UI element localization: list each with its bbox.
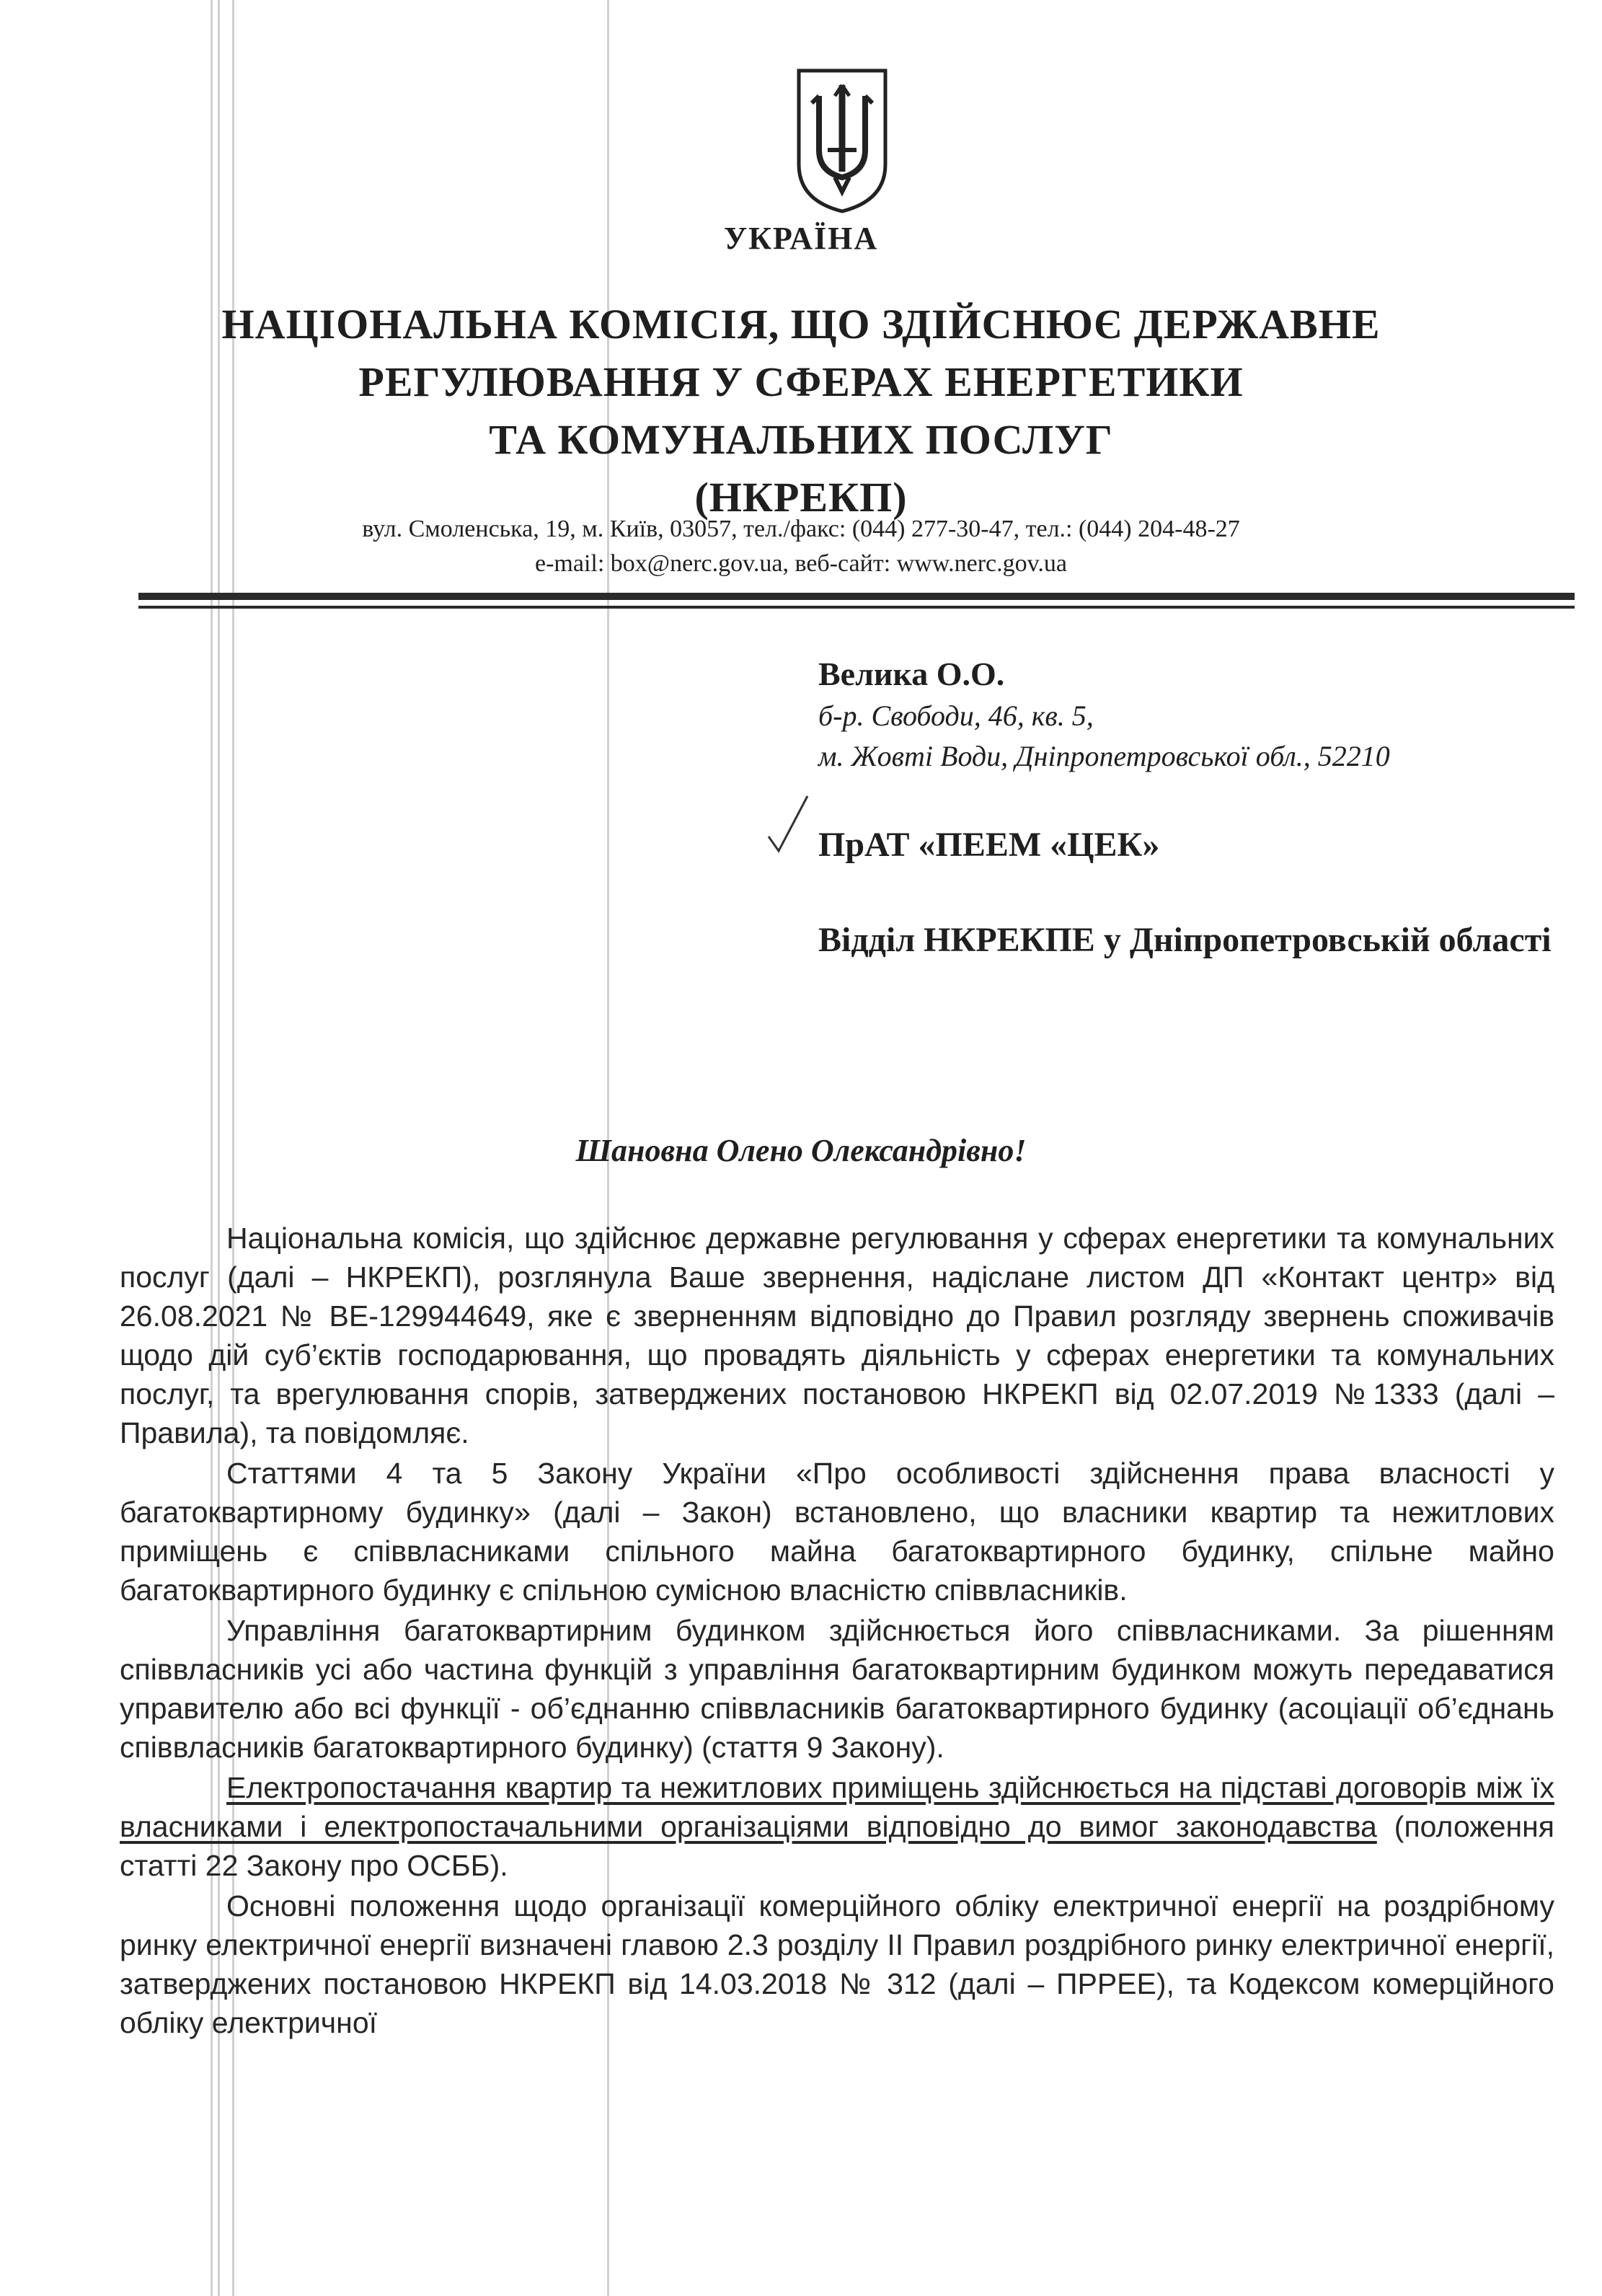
- addressee-block: [818, 653, 1554, 777]
- paragraph-rest: (положення статті 22 Закону про ОСББ).: [120, 1810, 1554, 1882]
- letter-paragraph: Національна комісія, що здійснює державне регулювання у сферах енергетики та комунальних послуг (далі – НКРЕКП), розглянула Ваше звернення, надіслане листом ДП «Контакт центр» від 26.08.2021 № ВЕ-129944649, яке є зверненням відповідно до Правил розгляду звернень споживачів щодо дій суб’єктів господарювання, що провадять діяльність у сферах енергетики та комунальних послуг, та врегулювання спорів, затверджених постановою НКРЕКП від 02.07.2019 №1333 (далі – Правила), та повідомляє.: [120, 1222, 1554, 1449]
- org-abbreviation: (НКРЕКП): [694, 474, 908, 521]
- letter-paragraph: Управління багатоквартирним будинком здійснюється його співвласниками. За рішенням співвласників усі або частина функцій з управління багатоквартирним будинком можуть передаватися управителю або всі функції - об’єднанню співвласників багатоквартирного будинку (асоціації об’єднань співвласників багатоквартирного будинку) (стаття 9 Закону).: [120, 1614, 1554, 1764]
- recipient-company: ПрАТ «ПЕЕМ «ЦЕК»: [818, 826, 1160, 864]
- letter-paragraph: [120, 1768, 1554, 1885]
- header-divider-thick: [138, 593, 1575, 600]
- letter-paragraph: Статтями 4 та 5 Закону України «Про особливості здійснення права власності у багатоквартирному будинку» (далі – Закон) встановлено, що власники квартир та нежитлових приміщень є співвласниками спільного майна багатоквартирного будинку, спільне майно багатоквартирного будинку є спільною сумісною власністю співвласників.: [120, 1457, 1554, 1607]
- email-website-line: e-mail: box@nerc.gov.ua, веб-сайт: www.nerc.gov.ua: [535, 550, 1067, 577]
- letter-body: [120, 1219, 1554, 2044]
- underlined-text: Електропостачання квартир та нежитлових приміщень здійснюється на підставі договорів між їх власниками і електропостачальними організаціями відповідно до вимог законодавства: [120, 1771, 1554, 1843]
- address-phone-line: вул. Смоленська, 19, м. Київ, 03057, тел./факс: (044) 277-30-47, тел.: (044) 204-48-27: [362, 516, 1240, 542]
- recipient-department: Відділ НКРЕКПЕ у Дніпропетровській області: [818, 921, 1552, 959]
- trident-coat-of-arms-icon: [784, 63, 900, 215]
- addressee-address-line: м. Жовті Води, Дніпропетровської обл., 52210: [818, 740, 1390, 772]
- contact-block: [0, 512, 1602, 581]
- letter-paragraph: Основні положення щодо організації комерційного обліку електричної енергії на роздрібному ринку електричної енергії визначені главою 2.3 розділу ІІ Правил роздрібного ринку електричної енергії, затверджених постановою НКРЕКП від 14.03.2018 № 312 (далі – ПРРЕЕ), та Кодексом комерційного обліку електричної: [120, 1889, 1554, 2039]
- letter-greeting: Шановна Олено Олександрівно!: [575, 1133, 1027, 1168]
- org-title-line: РЕГУЛЮВАННЯ У СФЕРАХ ЕНЕРГЕТИКИ: [358, 358, 1244, 405]
- country-name: УКРАЇНА: [723, 221, 879, 256]
- org-title-line: ТА КОМУНАЛЬНИХ ПОСЛУГ: [489, 416, 1113, 463]
- checkmark-icon: [763, 792, 813, 857]
- header-divider-thin: [138, 606, 1575, 609]
- org-title-line: НАЦІОНАЛЬНА КОМІСІЯ, ЩО ЗДІЙСНЮЄ ДЕРЖАВНЕ: [221, 301, 1381, 348]
- organization-title: [0, 296, 1602, 526]
- addressee-address-line: б-р. Свободи, 46, кв. 5,: [818, 699, 1094, 732]
- addressee-name: Велика О.О.: [818, 655, 1005, 692]
